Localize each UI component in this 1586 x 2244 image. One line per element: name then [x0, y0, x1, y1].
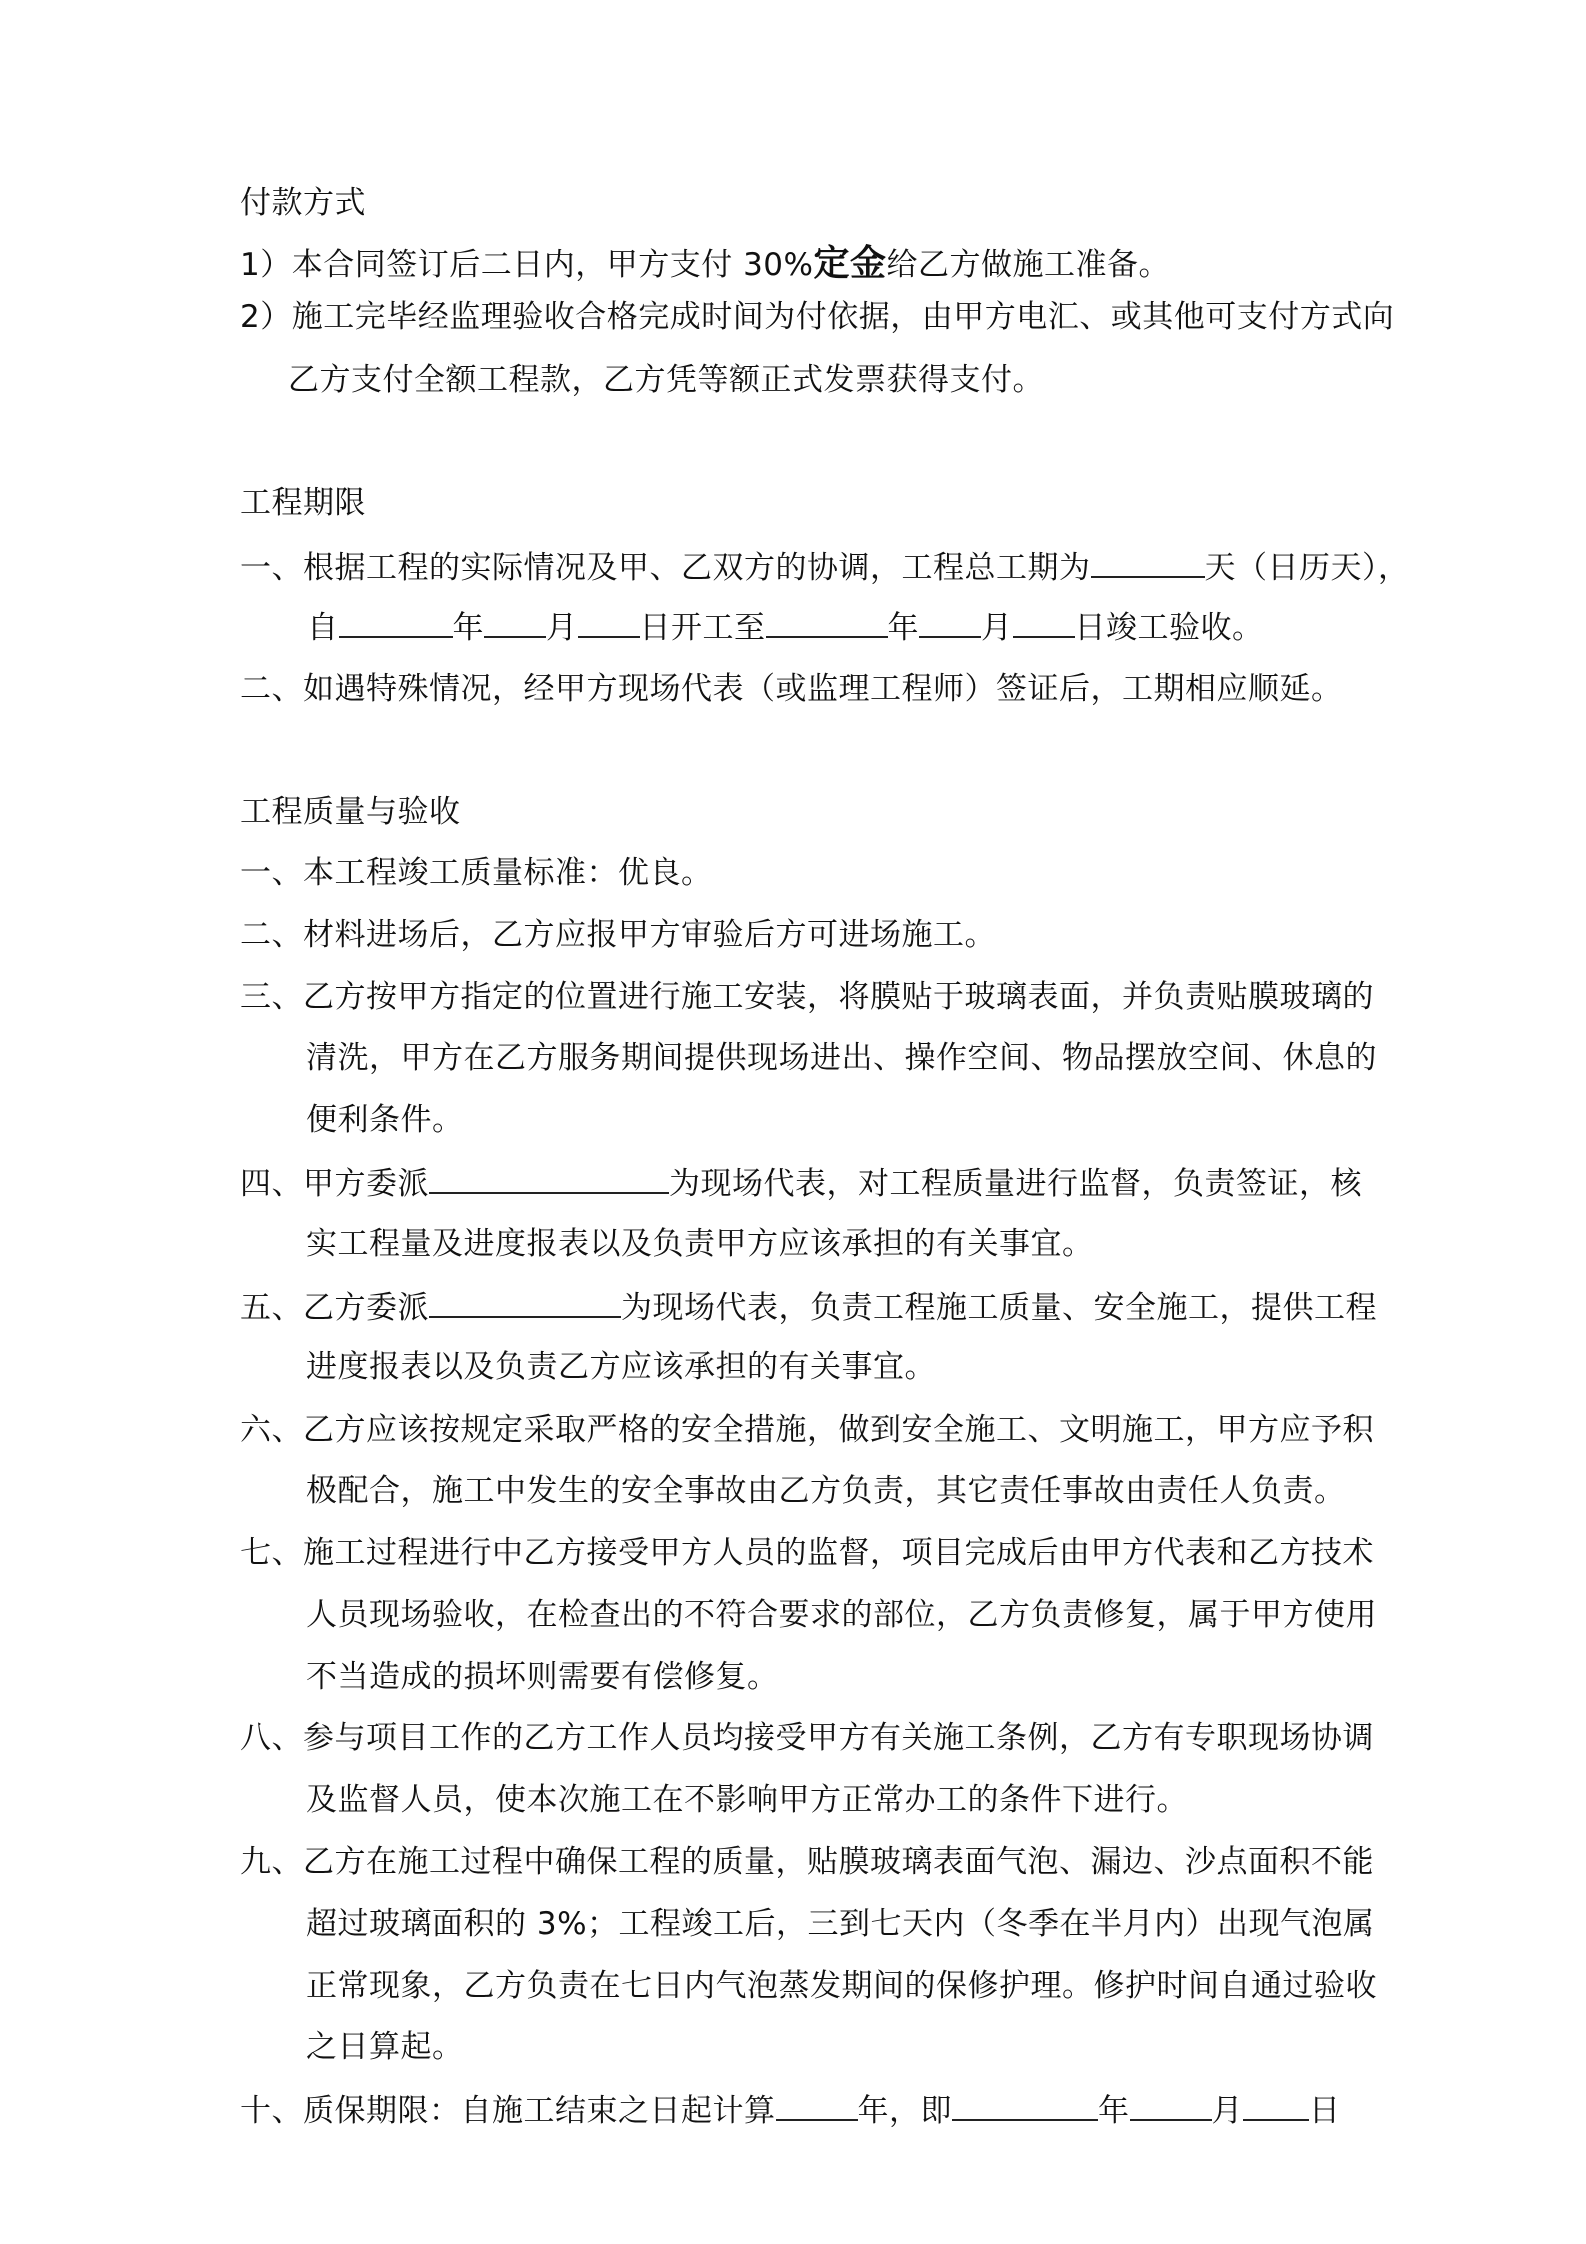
- blank-end-day[interactable]: [1013, 606, 1075, 638]
- quality-item-9-cont3: 之日算起。: [306, 2029, 464, 2065]
- period-item-1: 一、根据工程的实际情况及甲、乙双方的协调，工程总工期为 天（日历天），: [240, 546, 1410, 588]
- blank-total-days[interactable]: [1091, 546, 1205, 578]
- quality-item-8-cont: 及监督人员，使本次施工在不影响甲方正常办工的条件下进行。: [306, 1782, 1188, 1818]
- quality-item-9: 九、乙方在施工过程中确保工程的质量，贴膜玻璃表面气泡、漏边、沙点面积不能: [240, 1844, 1374, 1880]
- blank-warranty-end-day[interactable]: [1243, 2089, 1309, 2121]
- blank-start-day[interactable]: [578, 606, 640, 638]
- quality-item-9-cont2: 正常现象，乙方负责在七日内气泡蒸发期间的保修护理。修护时间自通过验收: [306, 1968, 1377, 2004]
- quality-item-9-cont1: 超过玻璃面积的 3%；工程竣工后，三到七天内（冬季在半月内）出现气泡属: [306, 1906, 1375, 1942]
- quality-item-4-cont: 实工程量及进度报表以及负责甲方应该承担的有关事宜。: [306, 1226, 1094, 1262]
- blank-start-year[interactable]: [339, 606, 453, 638]
- blank-party-b-rep[interactable]: [429, 1286, 621, 1318]
- period-item-2: 二、如遇特殊情况，经甲方现场代表（或监理工程师）签证后，工期相应顺延。: [240, 671, 1343, 707]
- section-heading-quality: 工程质量与验收: [240, 794, 461, 830]
- period-item-1-cont: 自 年 月 日开工至 年 月 日竣工验收。: [307, 606, 1264, 648]
- quality-item-3-cont2: 便利条件。: [306, 1102, 464, 1138]
- blank-warranty-end-year[interactable]: [952, 2089, 1098, 2121]
- quality-item-7-cont2: 不当造成的损坏则需要有偿修复。: [306, 1659, 779, 1695]
- blank-start-month[interactable]: [484, 606, 546, 638]
- blank-end-month[interactable]: [919, 606, 981, 638]
- quality-item-8: 八、参与项目工作的乙方工作人员均接受甲方有关施工条例，乙方有专职现场协调: [240, 1720, 1374, 1756]
- quality-item-6-cont: 极配合，施工中发生的安全事故由乙方负责，其它责任事故由责任人负责。: [306, 1473, 1346, 1509]
- quality-item-5: 五、乙方委派 为现场代表，负责工程施工质量、安全施工，提供工程: [240, 1286, 1377, 1328]
- blank-end-year[interactable]: [766, 606, 888, 638]
- blank-party-a-rep[interactable]: [429, 1162, 669, 1194]
- blank-warranty-end-month[interactable]: [1130, 2089, 1212, 2121]
- quality-item-10: 十、质保期限：自施工结束之日起计算 年，即 年 月 日: [240, 2089, 1341, 2131]
- quality-item-2: 二、材料进场后，乙方应报甲方审验后方可进场施工。: [240, 917, 996, 953]
- section-heading-payment: 付款方式: [240, 185, 366, 221]
- quality-item-1: 一、本工程竣工质量标准：优良。: [240, 855, 713, 891]
- payment-item-1: 1）本合同签订后二日内，甲方支付 30%定金给乙方做施工准备。: [240, 243, 1170, 284]
- blank-warranty-years[interactable]: [776, 2089, 858, 2121]
- payment-item-2-cont: 乙方支付全额工程款，乙方凭等额正式发票获得支付。: [288, 362, 1044, 398]
- section-heading-period: 工程期限: [240, 485, 366, 521]
- quality-item-7-cont1: 人员现场验收，在检查出的不符合要求的部位，乙方负责修复，属于甲方使用: [306, 1597, 1377, 1633]
- quality-item-7: 七、施工过程进行中乙方接受甲方人员的监督，项目完成后由甲方代表和乙方技术: [240, 1535, 1374, 1571]
- quality-item-4: 四、甲方委派 为现场代表，对工程质量进行监督，负责签证，核: [240, 1162, 1362, 1204]
- quality-item-3: 三、乙方按甲方指定的位置进行施工安装，将膜贴于玻璃表面，并负责贴膜玻璃的: [240, 979, 1374, 1015]
- quality-item-5-cont: 进度报表以及负责乙方应该承担的有关事宜。: [306, 1349, 936, 1385]
- quality-item-3-cont1: 清洗，甲方在乙方服务期间提供现场进出、操作空间、物品摆放空间、休息的: [306, 1040, 1377, 1076]
- payment-item-2: 2）施工完毕经监理验收合格完成时间为付依据，由甲方电汇、或其他可支付方式向: [240, 299, 1395, 335]
- quality-item-6: 六、乙方应该按规定采取严格的安全措施，做到安全施工、文明施工，甲方应予积: [240, 1412, 1374, 1448]
